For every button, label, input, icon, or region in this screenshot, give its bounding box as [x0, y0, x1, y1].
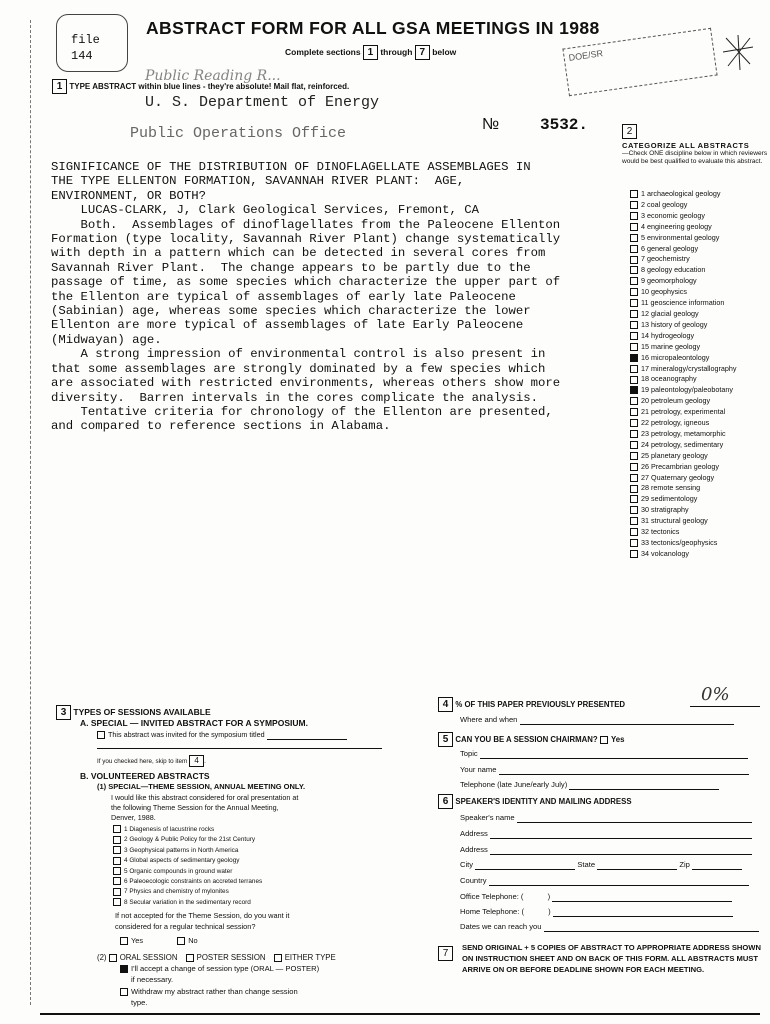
category-checkbox[interactable] — [630, 517, 638, 525]
speaker-name-field[interactable] — [517, 822, 752, 823]
yes-no-row: Yes No — [120, 936, 198, 946]
category-checkbox[interactable] — [630, 190, 638, 198]
category-item[interactable] — [630, 385, 736, 396]
category-checkbox[interactable] — [630, 506, 638, 514]
category-checkbox[interactable] — [630, 539, 638, 547]
category-item[interactable] — [630, 451, 736, 462]
withdraw-row-2: type. — [131, 998, 148, 1007]
category-checkbox[interactable] — [630, 430, 638, 438]
category-label: 1 archaeological geology — [641, 189, 721, 198]
theme-checkbox[interactable] — [113, 846, 121, 854]
category-label: 18 oceanography — [641, 374, 697, 384]
category-item[interactable] — [630, 287, 736, 298]
not-accepted-2: considered for a regular technical session? — [115, 922, 256, 931]
category-label: 6 general geology — [641, 243, 699, 253]
theme-yes-checkbox[interactable] — [120, 937, 128, 945]
category-item[interactable] — [630, 527, 736, 538]
abstract-line: (Midwayan) age. — [51, 332, 162, 347]
section-1-box: 1 — [52, 79, 67, 94]
theme-label: 2 Geology & Public Policy for the 21st Century — [124, 836, 256, 844]
home-phone-row: Home Telephone: ( ) — [460, 907, 733, 917]
abstract-line: are associated with restricted environments, whereas others show more — [51, 376, 561, 391]
category-checkbox[interactable] — [630, 386, 638, 394]
left-margin-line — [30, 20, 31, 1005]
send-instructions: SEND ORIGINAL + 5 COPIES OF ABSTRACT TO APPROPRIATE ADDRESS SHOWN ON INSTRUCTION SHEET AND ON BACK OF THIS FORM. ALL ABSTRACTS MUST ARRIVE ON OR BEFORE DEADLINE SHOWN FOR EACH MEETING. — [462, 943, 761, 974]
category-checkbox[interactable] — [630, 441, 638, 449]
invited-checkbox[interactable] — [97, 731, 105, 739]
category-label: 12 glacial geology — [641, 308, 699, 318]
category-checkbox[interactable] — [630, 419, 638, 427]
state-field[interactable] — [597, 869, 677, 870]
chairman-phone-field[interactable] — [569, 789, 719, 790]
category-checkbox[interactable] — [630, 223, 638, 231]
oral-checkbox[interactable] — [109, 954, 117, 962]
previous-row: 4 % OF THIS PAPER PREVIOUSLY PRESENTED — [438, 697, 625, 712]
dates-field[interactable] — [544, 931, 759, 932]
category-label: 11 geoscience information — [641, 298, 725, 308]
category-checkbox[interactable] — [630, 310, 638, 318]
category-label: 34 volcanology — [641, 548, 689, 558]
office-phone-row: Office Telephone: ( ) — [460, 892, 732, 902]
category-checkbox[interactable] — [630, 463, 638, 471]
category-checkbox[interactable] — [630, 299, 638, 307]
category-item[interactable] — [630, 374, 736, 385]
category-checkbox[interactable] — [630, 354, 638, 362]
category-label: 9 geomorphology — [641, 276, 697, 286]
category-item[interactable] — [630, 222, 736, 233]
symposium-title-line-2 — [97, 748, 382, 749]
theme-list — [113, 825, 262, 908]
category-item[interactable] — [630, 483, 736, 494]
abstract-line: Both. Assemblages of dinoflagellates from the Paleocene Ellenton — [51, 217, 561, 232]
accept-change-row: I'll accept a change of session type (ORAL — POSTER) — [120, 964, 319, 974]
poster-checkbox[interactable] — [186, 954, 194, 962]
category-label: 5 environmental geology — [641, 232, 720, 242]
abstract-line: and compared to reference sections in Alabama. — [51, 419, 391, 434]
abstract-line: ENVIRONMENT, OR BOTH? — [51, 188, 206, 203]
theme-label: 6 Paleoecologic constraints on accreted terranes — [124, 878, 263, 886]
category-label: 17 mineralogy/crystallography — [641, 363, 737, 373]
category-item[interactable] — [630, 396, 736, 407]
category-item[interactable] — [630, 320, 736, 331]
symposium-title-field[interactable] — [267, 739, 347, 740]
category-label: 30 stratigraphy — [641, 505, 689, 515]
category-label: 22 petrology, igneous — [641, 418, 710, 428]
topic-field[interactable] — [480, 758, 748, 759]
abstract-body — [51, 160, 560, 434]
accept-change-checkbox[interactable] — [120, 965, 128, 973]
categorize-heading: CATEGORIZE ALL ABSTRACTS — [622, 141, 750, 150]
previous-percent-line — [690, 706, 760, 707]
categorize-section — [622, 121, 637, 139]
category-item[interactable] — [630, 473, 736, 484]
category-item[interactable] — [630, 538, 736, 549]
category-checkbox[interactable] — [630, 266, 638, 274]
theme-item[interactable] — [113, 887, 262, 897]
address-field-1[interactable] — [490, 838, 752, 839]
category-item[interactable] — [630, 211, 736, 222]
abstract-line: with depth in a pattern which can be detected in several cores from — [51, 246, 546, 261]
theme-item[interactable] — [113, 846, 262, 856]
category-label: 2 coal geology — [641, 199, 688, 209]
home-phone-field[interactable] — [553, 916, 733, 917]
theme-item[interactable] — [113, 856, 262, 866]
sessions-b-label: B. VOLUNTEERED ABSTRACTS — [80, 771, 210, 781]
category-label: 28 remote sensing — [641, 483, 701, 493]
category-label: 7 geochemistry — [641, 254, 690, 264]
category-checkbox[interactable] — [630, 408, 638, 416]
category-item[interactable] — [630, 265, 736, 276]
category-item[interactable] — [630, 189, 736, 200]
abstract-line: the Ellenton are typical of assemblages of early late Paleocene — [51, 289, 516, 304]
sessions-b1-text3: Denver, 1988. — [111, 813, 156, 822]
type-abstract-row: 1 TYPE ABSTRACT within blue lines - they're absolute! Mail flat, reinforced. — [52, 79, 349, 94]
category-item[interactable] — [630, 418, 736, 429]
address-row-2: Address — [460, 845, 752, 855]
chairman-yes-checkbox[interactable] — [600, 736, 608, 744]
address-row-1: Address — [460, 829, 752, 839]
category-label: 15 marine geology — [641, 341, 701, 351]
section-7-box: 7 — [438, 946, 453, 961]
theme-label: 3 Geophysical patterns in North America — [124, 846, 239, 854]
file-tag-line2: 144 — [71, 49, 93, 63]
abstract-line: (Sabinian) age, whereas some species which characterize the lower — [51, 304, 531, 319]
section-2-box: 2 — [622, 124, 637, 139]
theme-checkbox[interactable] — [113, 877, 121, 885]
country-row: Country — [460, 876, 749, 886]
category-label: 27 Quaternary geology — [641, 472, 715, 482]
category-label: 24 petrology, sedimentary — [641, 439, 724, 449]
bottom-rule — [40, 1013, 760, 1015]
category-checkbox[interactable] — [630, 376, 638, 384]
sessions-heading-row: 3 TYPES OF SESSIONS AVAILABLE — [56, 705, 211, 720]
category-item[interactable] — [630, 233, 736, 244]
category-label: 31 structural geology — [641, 516, 708, 526]
address-field-2[interactable] — [490, 854, 752, 855]
theme-checkbox[interactable] — [113, 898, 121, 906]
abstract-line: Ellenton are more typical of assemblages of late Early Paleocene — [51, 318, 524, 333]
category-item[interactable] — [630, 429, 736, 440]
abstract-line: that some assemblages are strongly dominated by a few species which — [51, 361, 546, 376]
section-from-box: 1 — [363, 45, 378, 60]
sessions-b1-label: (1) SPECIAL—THEME SESSION, ANNUAL MEETING ONLY. — [97, 782, 306, 791]
theme-checkbox[interactable] — [113, 836, 121, 844]
categorize-instructions: —Check ONE discipline below in which reviewers would be best qualified to evaluate this abstract. — [622, 150, 768, 166]
category-label: 4 engineering geology — [641, 221, 712, 231]
category-checkbox[interactable] — [630, 452, 638, 460]
session-type-row: (2) ORAL SESSION POSTER SESSION EITHER TYPE — [97, 953, 336, 962]
category-checkbox[interactable] — [630, 245, 638, 253]
section-7-box-wrap — [438, 943, 453, 961]
category-list — [630, 189, 736, 560]
handwritten-overlay: Public Reading R... — [145, 68, 281, 84]
category-label: 20 petroleum geology — [641, 396, 711, 406]
category-item[interactable] — [630, 549, 736, 560]
theme-label: 1 Diagenesis of lacustrine rocks — [124, 826, 215, 833]
category-label: 3 economic geology — [641, 210, 705, 220]
theme-item[interactable] — [113, 835, 262, 845]
category-label: 29 sedimentology — [641, 494, 698, 504]
number-symbol: № — [482, 116, 500, 133]
not-accepted-1: If not accepted for the Theme Session, do you want it — [115, 911, 290, 920]
category-item[interactable] — [630, 364, 736, 375]
asterisk-mark — [718, 32, 758, 72]
category-item[interactable] — [630, 462, 736, 473]
category-item[interactable] — [630, 516, 736, 527]
theme-checkbox[interactable] — [113, 867, 121, 875]
category-item[interactable] — [630, 342, 736, 353]
chairman-phone-row: Telephone (late June/early July) — [460, 780, 719, 790]
category-checkbox[interactable] — [630, 397, 638, 405]
category-checkbox[interactable] — [630, 550, 638, 558]
abstract-line: Formation (type locality, Savannah River Plant) change systematically — [51, 232, 561, 247]
category-checkbox[interactable] — [630, 474, 638, 482]
previous-percent: 0% — [701, 684, 730, 705]
abstract-line: Savannah River Plant. The change appears to be partly due to the — [51, 260, 531, 275]
complete-sections: Complete sections 1 through 7 below — [285, 47, 457, 58]
document-number: 3532. — [540, 116, 589, 134]
section-6-box: 6 — [438, 794, 453, 809]
chairman-row: 5 CAN YOU BE A SESSION CHAIRMAN? Yes — [438, 732, 624, 747]
skip-note: If you checked here, skip to item 4 . — [97, 756, 206, 765]
category-item[interactable] — [630, 505, 736, 516]
category-checkbox[interactable] — [630, 332, 638, 340]
theme-label: 4 Global aspects of sedimentary geology — [124, 857, 240, 865]
category-item[interactable] — [630, 407, 736, 418]
category-item[interactable] — [630, 440, 736, 451]
abstract-line: diversity. Barren intervals in the cores complicate the analysis. — [51, 390, 539, 405]
abstract-line: passage of time, as some species which characterize the upper part of — [51, 275, 561, 290]
country-field[interactable] — [489, 885, 749, 886]
withdraw-row: Withdraw my abstract rather than change session — [120, 987, 298, 997]
either-checkbox[interactable] — [274, 954, 282, 962]
category-item[interactable] — [630, 331, 736, 342]
section-4-box: 4 — [438, 697, 453, 712]
category-checkbox[interactable] — [630, 212, 638, 220]
category-label: 14 hydrogeology — [641, 330, 695, 340]
category-label: 16 micropaleontology — [641, 352, 710, 362]
category-label: 19 paleontology/paleobotany — [641, 385, 733, 395]
category-checkbox[interactable] — [630, 277, 638, 285]
section-5-box: 5 — [438, 732, 453, 747]
file-tag — [56, 14, 128, 72]
dates-row: Dates we can reach you — [460, 922, 759, 932]
category-label: 32 tectonics — [641, 527, 680, 537]
abstract-line: THE TYPE ELLENTON FORMATION, SAVANNAH RIVER PLANT: AGE, — [51, 174, 465, 189]
category-label: 10 geophysics — [641, 287, 687, 297]
theme-item[interactable] — [113, 898, 262, 908]
category-item[interactable] — [630, 353, 736, 364]
withdraw-checkbox[interactable] — [120, 988, 128, 996]
category-label: 33 tectonics/geophysics — [641, 538, 718, 547]
letterhead-line2: Public Operations Office — [130, 125, 347, 142]
city-field[interactable] — [475, 869, 575, 870]
your-name-row: Your name — [460, 765, 749, 775]
category-checkbox[interactable] — [630, 321, 638, 329]
theme-checkbox[interactable] — [113, 888, 121, 896]
theme-item[interactable] — [113, 825, 262, 835]
office-phone-field[interactable] — [552, 901, 732, 902]
topic-row: Topic — [460, 749, 748, 759]
where-when-field[interactable] — [520, 724, 734, 725]
category-item[interactable] — [630, 309, 736, 320]
category-label: 26 Precambrian geology — [641, 461, 719, 471]
sessions-b1-text1: I would like this abstract considered for oral presentation at — [111, 793, 299, 802]
abstract-line: LUCAS-CLARK, J, Clark Geological Services, Fremont, CA — [51, 203, 480, 218]
file-tag-line1: file — [71, 33, 100, 47]
theme-label: 8 Secular variation in the sedimentary record — [124, 898, 251, 906]
theme-item[interactable] — [113, 877, 262, 887]
theme-no-checkbox[interactable] — [177, 937, 185, 945]
abstract-line: Tentative criteria for chronology of the Ellenton are presented, — [51, 404, 553, 419]
category-label: 21 petrology, experimental — [641, 407, 726, 417]
theme-label: 5 Organic compounds in ground water — [124, 867, 233, 875]
category-checkbox[interactable] — [630, 201, 638, 209]
form-title: ABSTRACT FORM FOR ALL GSA MEETINGS IN 1988 — [146, 18, 600, 38]
category-checkbox[interactable] — [630, 528, 638, 536]
speaker-row: 6 SPEAKER'S IDENTITY AND MAILING ADDRESS — [438, 794, 632, 809]
zip-field[interactable] — [692, 869, 742, 870]
theme-checkbox[interactable] — [113, 825, 121, 833]
theme-item[interactable] — [113, 867, 262, 877]
category-checkbox[interactable] — [630, 365, 638, 373]
category-label: 13 history of geology — [641, 319, 708, 329]
sessions-a-check: This abstract was invited for the symposium titled — [97, 730, 347, 740]
city-state-zip-row: City State Zip — [460, 860, 742, 870]
sessions-b1-text2: the following Theme Session for the Annual Meeting, — [111, 803, 279, 812]
where-when-row: Where and when — [460, 715, 734, 725]
letterhead-line1: U. S. Department of Energy — [145, 94, 380, 111]
your-name-field[interactable] — [499, 774, 749, 775]
category-checkbox[interactable] — [630, 343, 638, 351]
speaker-name-row: Speaker's name — [460, 813, 752, 823]
category-checkbox[interactable] — [630, 234, 638, 242]
categorize-header — [622, 141, 770, 167]
category-item[interactable] — [630, 276, 736, 287]
category-checkbox[interactable] — [630, 485, 638, 493]
abstract-line: A strong impression of environmental control is also present in — [51, 347, 546, 362]
category-item[interactable] — [630, 298, 736, 309]
category-checkbox[interactable] — [630, 288, 638, 296]
theme-checkbox[interactable] — [113, 857, 121, 865]
sessions-a-label: A. SPECIAL — INVITED ABSTRACT FOR A SYMPOSIUM. — [80, 718, 308, 728]
section-3-box: 3 — [56, 705, 71, 720]
category-label: 23 petrology, metamorphic — [641, 428, 726, 438]
category-checkbox[interactable] — [630, 495, 638, 503]
category-label: 25 planetary geology — [641, 450, 708, 460]
category-item[interactable] — [630, 494, 736, 505]
theme-label: 7 Physics and chemistry of mylonites — [124, 888, 229, 896]
category-label: 8 geology education — [641, 265, 706, 275]
accept-change-row-2: if necessary. — [131, 975, 174, 984]
category-item[interactable] — [630, 254, 736, 265]
category-checkbox[interactable] — [630, 256, 638, 264]
section-to-box: 7 — [415, 45, 430, 60]
abstract-line: SIGNIFICANCE OF THE DISTRIBUTION OF DINOFLAGELLATE ASSEMBLAGES IN — [51, 160, 531, 174]
category-item[interactable] — [630, 200, 736, 211]
received-stamp: DOE/SR — [562, 28, 717, 96]
category-item[interactable] — [630, 244, 736, 255]
